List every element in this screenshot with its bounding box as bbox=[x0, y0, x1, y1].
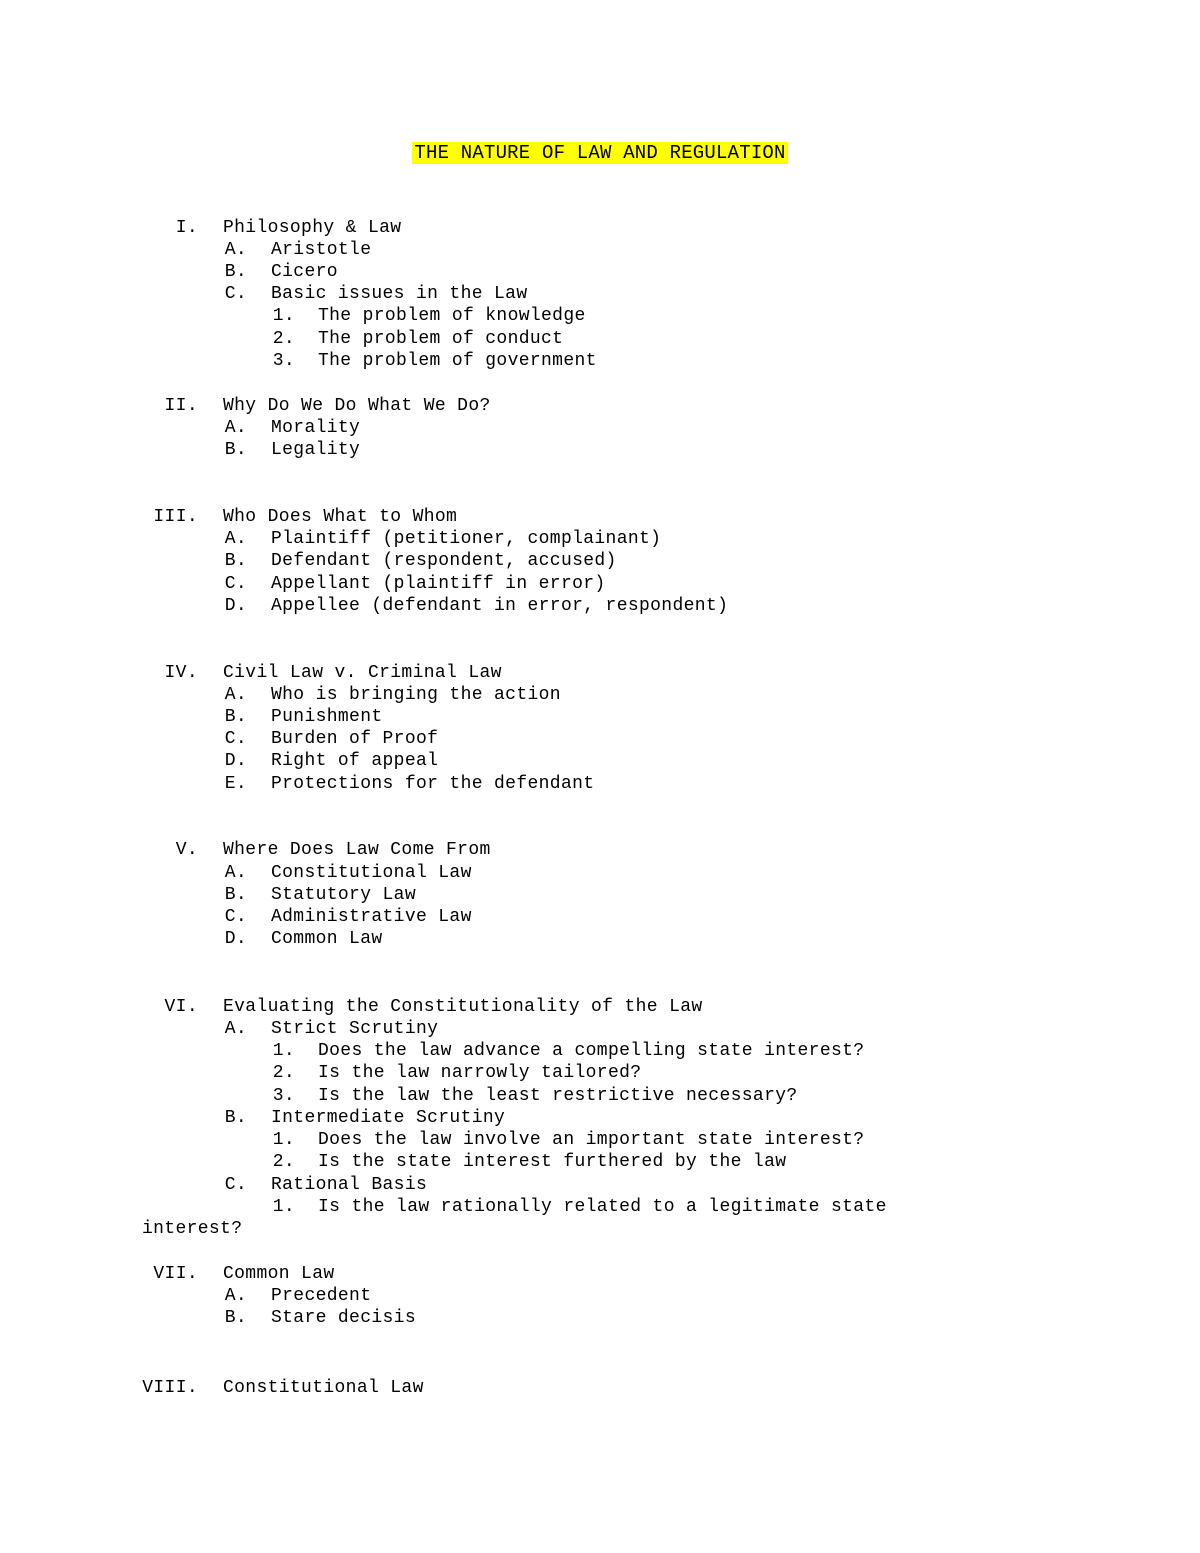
item-text: Constitutional Law bbox=[271, 863, 472, 883]
section-numeral: VII. bbox=[153, 1264, 198, 1284]
item-label: A. bbox=[224, 418, 247, 438]
item-text: Statutory Law bbox=[271, 885, 416, 905]
section-numeral: III. bbox=[153, 507, 198, 527]
title-container bbox=[0, 142, 1200, 164]
item-text: Rational Basis bbox=[271, 1175, 428, 1195]
subitem-text: The problem of knowledge bbox=[318, 306, 586, 326]
subitem-label: 1. bbox=[272, 1041, 295, 1061]
item-label: B. bbox=[224, 1108, 247, 1128]
item-text: Appellee (defendant in error, respondent) bbox=[271, 596, 729, 616]
item-text: Administrative Law bbox=[271, 907, 472, 927]
item-label: D. bbox=[224, 596, 247, 616]
item-text: Appellant (plaintiff in error) bbox=[271, 574, 606, 594]
subitem-label: 1. bbox=[272, 1130, 295, 1150]
item-label: E. bbox=[224, 774, 247, 794]
item-text: Burden of Proof bbox=[271, 729, 439, 749]
subitem-text: The problem of government bbox=[318, 351, 597, 371]
subitem-label: 2. bbox=[272, 329, 295, 349]
section-numeral: VIII. bbox=[142, 1378, 198, 1398]
section-heading: Constitutional Law bbox=[223, 1378, 424, 1398]
item-label: A. bbox=[224, 685, 247, 705]
item-label: D. bbox=[224, 751, 247, 771]
subitem-text: Is the state interest furthered by the law bbox=[318, 1152, 787, 1172]
item-text: Aristotle bbox=[271, 240, 372, 260]
subitem-label: 1. bbox=[272, 306, 295, 326]
item-text: Protections for the defendant bbox=[271, 774, 595, 794]
item-label: A. bbox=[224, 529, 247, 549]
item-label: B. bbox=[224, 885, 247, 905]
subitem-text: The problem of conduct bbox=[318, 329, 564, 349]
section-numeral: IV. bbox=[164, 663, 198, 683]
subitem-label: 1. bbox=[272, 1197, 295, 1217]
item-label: B. bbox=[224, 551, 247, 571]
item-text: Morality bbox=[271, 418, 361, 438]
subitem-label: 3. bbox=[272, 1086, 295, 1106]
item-label: C. bbox=[224, 284, 247, 304]
item-label: C. bbox=[224, 1175, 247, 1195]
subitem-label: 3. bbox=[272, 351, 295, 371]
item-text: Plaintiff (petitioner, complainant) bbox=[271, 529, 662, 549]
item-label: C. bbox=[224, 574, 247, 594]
subitem-text: Does the law advance a compelling state interest? bbox=[318, 1041, 865, 1061]
section-heading: Common Law bbox=[223, 1264, 335, 1284]
item-text: Cicero bbox=[271, 262, 338, 282]
item-text: Right of appeal bbox=[271, 751, 439, 771]
item-label: D. bbox=[224, 929, 247, 949]
item-label: B. bbox=[224, 440, 247, 460]
item-label: C. bbox=[224, 729, 247, 749]
section-numeral: II. bbox=[164, 396, 198, 416]
subitem-text-wrap: interest? bbox=[142, 1219, 243, 1239]
subitem-label: 2. bbox=[272, 1152, 295, 1172]
item-label: B. bbox=[224, 707, 247, 727]
item-text: Intermediate Scrutiny bbox=[271, 1108, 506, 1128]
subitem-text: Is the law rationally related to a legitimate state bbox=[318, 1197, 887, 1217]
item-label: B. bbox=[224, 1308, 247, 1328]
item-text: Legality bbox=[271, 440, 361, 460]
section-numeral: V. bbox=[175, 840, 198, 860]
item-text: Strict Scrutiny bbox=[271, 1019, 439, 1039]
item-label: A. bbox=[224, 1286, 247, 1306]
subitem-text: Does the law involve an important state interest? bbox=[318, 1130, 865, 1150]
item-text: Basic issues in the Law bbox=[271, 284, 528, 304]
section-heading: Evaluating the Constitutionality of the Law bbox=[223, 997, 703, 1017]
item-label: B. bbox=[224, 262, 247, 282]
section-heading: Civil Law v. Criminal Law bbox=[223, 663, 502, 683]
section-numeral: I. bbox=[175, 218, 198, 238]
item-text: Precedent bbox=[271, 1286, 372, 1306]
subitem-label: 2. bbox=[272, 1063, 295, 1083]
item-text: Common Law bbox=[271, 929, 383, 949]
section-heading: Why Do We Do What We Do? bbox=[223, 396, 491, 416]
item-text: Punishment bbox=[271, 707, 383, 727]
subitem-text: Is the law narrowly tailored? bbox=[318, 1063, 642, 1083]
item-text: Defendant (respondent, accused) bbox=[271, 551, 617, 571]
item-text: Stare decisis bbox=[271, 1308, 416, 1328]
section-heading: Philosophy & Law bbox=[223, 218, 402, 238]
section-heading: Who Does What to Whom bbox=[223, 507, 458, 527]
page-title: THE NATURE OF LAW AND REGULATION bbox=[414, 142, 786, 164]
item-label: A. bbox=[224, 240, 247, 260]
item-label: A. bbox=[224, 863, 247, 883]
item-label: A. bbox=[224, 1019, 247, 1039]
subitem-text: Is the law the least restrictive necessary? bbox=[318, 1086, 798, 1106]
item-text: Who is bringing the action bbox=[271, 685, 561, 705]
item-label: C. bbox=[224, 907, 247, 927]
section-numeral: VI. bbox=[164, 997, 198, 1017]
section-heading: Where Does Law Come From bbox=[223, 840, 491, 860]
